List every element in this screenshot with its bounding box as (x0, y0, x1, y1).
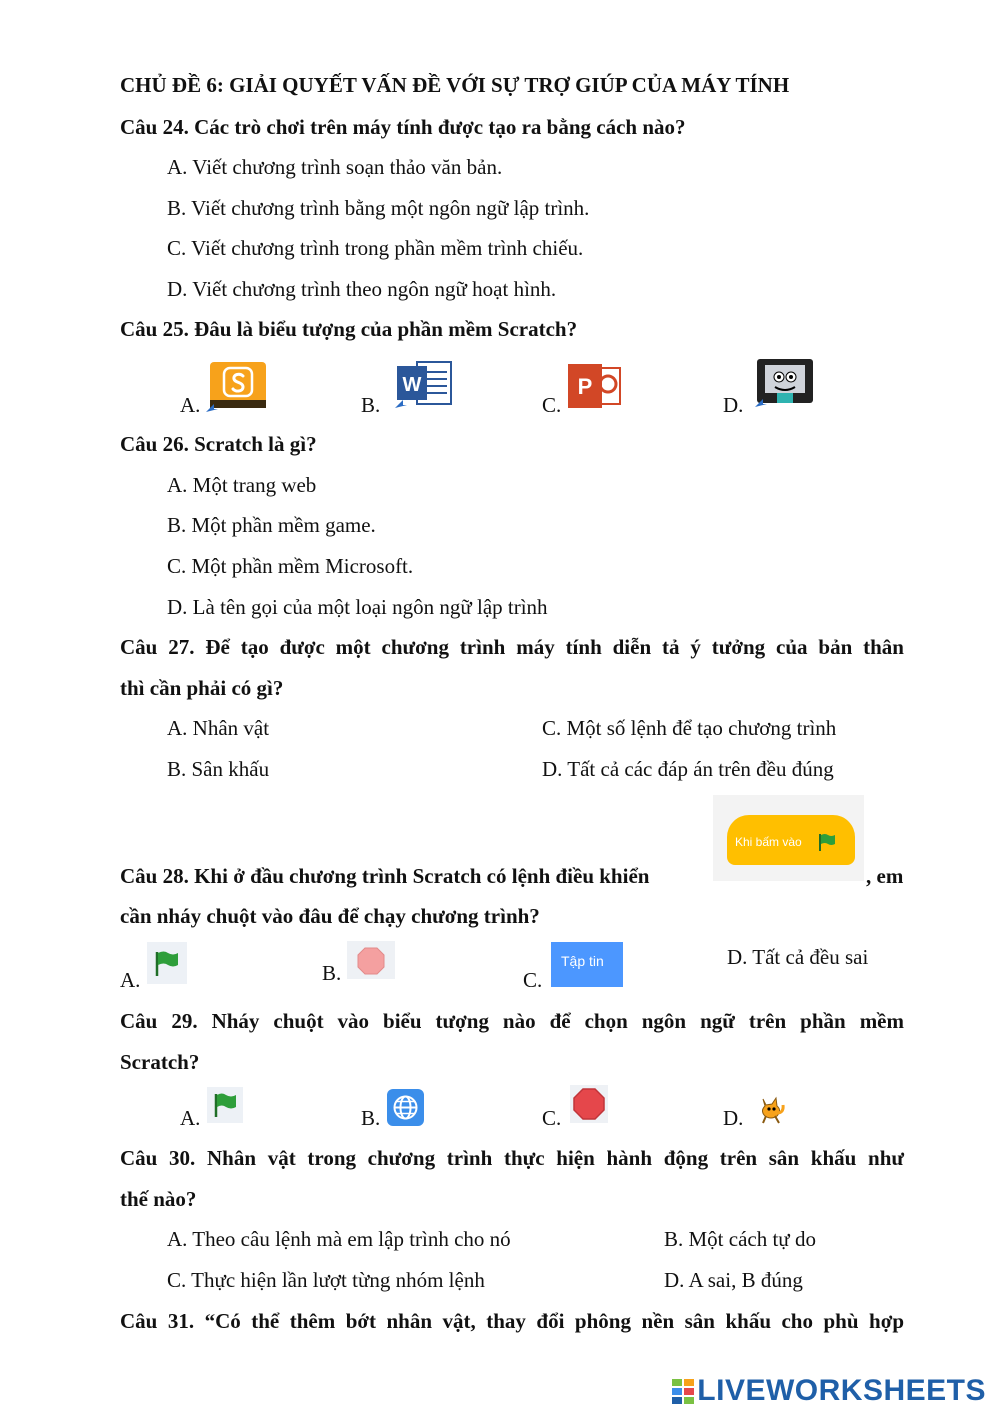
q26-option-d[interactable]: D. Là tên gọi của một loại ngôn ngữ lập trình (167, 595, 548, 619)
question-27-line1: Câu 27. Để tạo được một chương trình máy tính diễn tả ý tưởng của bản thân (120, 635, 904, 659)
word-icon[interactable] (393, 358, 455, 415)
liveworksheets-wordmark: LIVEWORKSHEETS (697, 1374, 986, 1407)
q29-option-a-label[interactable]: A. (180, 1106, 201, 1130)
question-29-line2: Scratch? (120, 1050, 200, 1074)
question-28-line1: Câu 28. Khi ở đầu chương trình Scratch có lệnh điều khiển (120, 864, 650, 888)
scratch-cat-icon[interactable] (757, 1093, 785, 1130)
question-25: Câu 25. Đâu là biểu tượng của phần mềm Scratch? (120, 317, 578, 341)
topic-heading: CHỦ ĐỀ 6: GIẢI QUYẾT VẤN ĐỀ VỚI SỰ TRỢ GIÚP CỦA MÁY TÍNH (120, 73, 790, 97)
file-menu-button[interactable] (551, 942, 623, 987)
q30-option-c[interactable]: C. Thực hiện lần lượt từng nhóm lệnh (167, 1268, 485, 1292)
svg-text:P: P (577, 374, 593, 399)
q24-option-c[interactable]: C. Viết chương trình trong phần mềm trình chiếu. (167, 236, 584, 260)
question-30-line2: thế nào? (120, 1187, 197, 1211)
liveworksheets-watermark (671, 1374, 986, 1408)
file-menu-label: Tập tin (561, 953, 604, 969)
green-flag-icon[interactable] (147, 942, 187, 984)
liveworksheets-logo-icon (671, 1377, 695, 1405)
q24-option-b[interactable]: B. Viết chương trình bằng một ngôn ngữ lập trình. (167, 196, 590, 220)
cat-game-icon[interactable] (755, 357, 815, 412)
q24-option-d[interactable]: D. Viết chương trình theo ngôn ngữ hoạt hình. (167, 277, 557, 301)
q25-option-d-label[interactable]: D. (723, 393, 744, 417)
question-27-line2: thì cần phải có gì? (120, 676, 284, 700)
green-flag-icon[interactable] (207, 1087, 243, 1123)
question-31-line1: Câu 31. “Có thể thêm bớt nhân vật, thay đổi phông nền sân khấu cho phù hợp (120, 1309, 904, 1333)
question-28-line2: cần nháy chuột vào đâu để chạy chương trình? (120, 904, 540, 928)
block-label: Khi bấm vào (735, 835, 802, 849)
q25-option-b-label[interactable]: B. (361, 393, 381, 417)
svg-text:W: W (402, 374, 422, 396)
q28-option-d[interactable]: D. Tất cả đều sai (727, 945, 869, 969)
q29-option-c-label[interactable]: C. (542, 1106, 562, 1130)
q30-option-a[interactable]: A. Theo câu lệnh mà em lập trình cho nó (167, 1227, 511, 1251)
scratch-app-icon[interactable] (206, 360, 268, 417)
q26-option-b[interactable]: B. Một phần mềm game. (167, 513, 376, 537)
q29-option-d-label[interactable]: D. (723, 1106, 744, 1130)
q25-option-c-label[interactable]: C. (542, 393, 562, 417)
q27-option-c[interactable]: C. Một số lệnh để tạo chương trình (542, 716, 837, 740)
q29-option-b-label[interactable]: B. (361, 1106, 381, 1130)
q28-option-a-label[interactable]: A. (120, 968, 141, 992)
question-28-tail: , em (866, 864, 904, 888)
when-flag-clicked-block (713, 795, 864, 881)
question-24: Câu 24. Các trò chơi trên máy tính được tạo ra bằng cách nào? (120, 115, 686, 139)
question-26: Câu 26. Scratch là gì? (120, 432, 317, 456)
question-29-line1: Câu 29. Nháy chuột vào biểu tượng nào để chọn ngôn ngữ trên phần mềm (120, 1009, 904, 1033)
q27-option-d[interactable]: D. Tất cả các đáp án trên đều đúng (542, 757, 834, 781)
q27-option-a[interactable]: A. Nhân vật (167, 716, 270, 740)
q28-option-c-label[interactable]: C. (523, 968, 543, 992)
q28-option-b-label[interactable]: B. (322, 961, 342, 985)
q30-option-d[interactable]: D. A sai, B đúng (664, 1268, 803, 1292)
q26-option-c[interactable]: C. Một phần mềm Microsoft. (167, 554, 414, 578)
powerpoint-icon[interactable] (566, 362, 624, 417)
stop-icon[interactable] (570, 1085, 608, 1123)
q30-option-b[interactable]: B. Một cách tự do (664, 1227, 816, 1251)
q25-option-a-label[interactable]: A. (180, 393, 201, 417)
q27-option-b[interactable]: B. Sân khấu (167, 757, 270, 781)
q24-option-a[interactable]: A. Viết chương trình soạn thảo văn bản. (167, 155, 503, 179)
q26-option-a[interactable]: A. Một trang web (167, 473, 317, 497)
globe-icon[interactable] (387, 1089, 424, 1131)
question-30-line1: Câu 30. Nhân vật trong chương trình thực hiện hành động trên sân khấu như (120, 1146, 904, 1170)
green-flag-icon (817, 832, 837, 852)
stop-icon[interactable] (347, 941, 395, 979)
